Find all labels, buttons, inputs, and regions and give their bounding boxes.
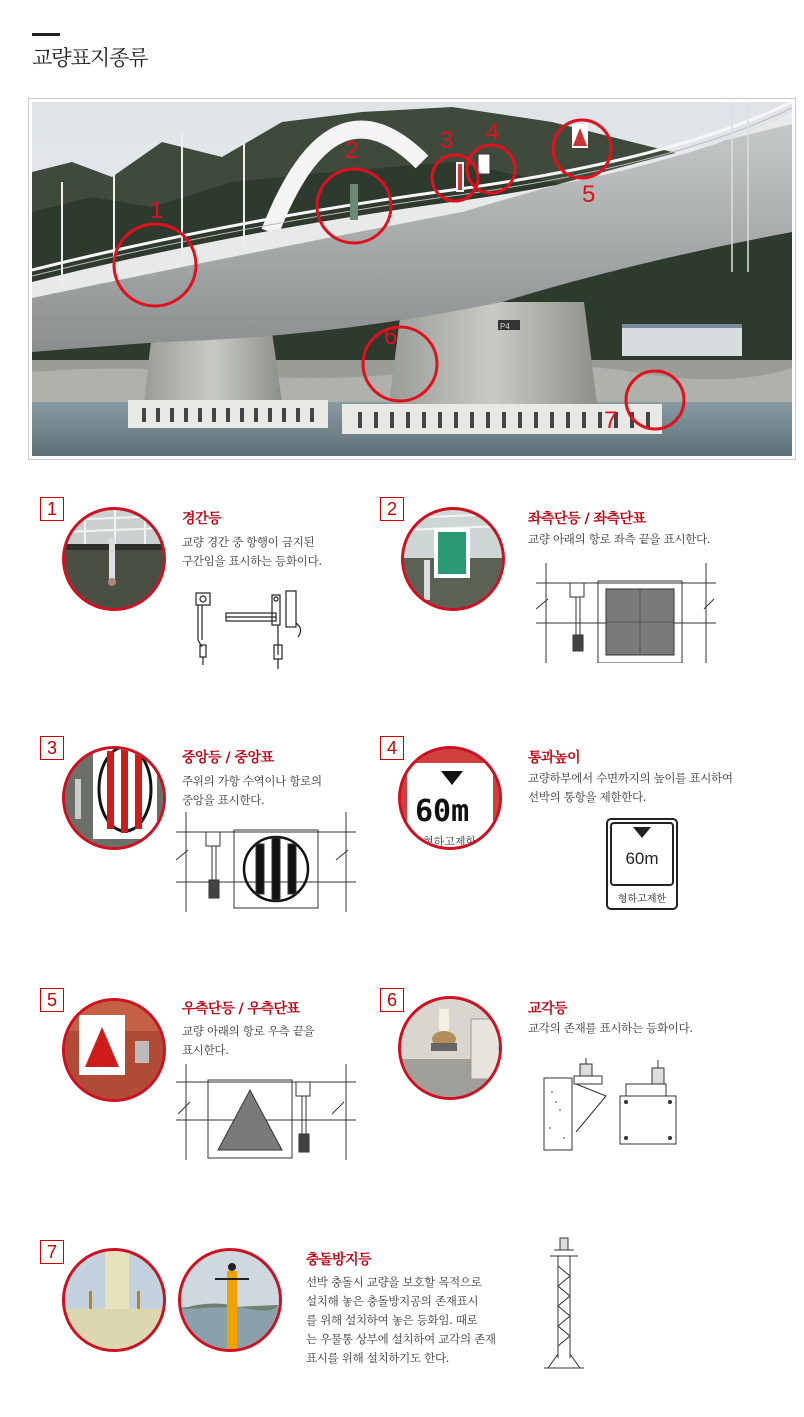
- item-number: 1: [40, 497, 64, 521]
- span-light-photo: [62, 507, 166, 611]
- left-end-light-drawing: [536, 563, 716, 667]
- right-end-light-photo: [62, 998, 166, 1102]
- pier-light-drawing: [536, 1058, 682, 1156]
- item-number: 6: [380, 988, 404, 1012]
- left-end-light-photo: [401, 507, 505, 611]
- collision-light-photo-a: [62, 1248, 166, 1352]
- item-description: 교량하부에서 수면까지의 높이를 표시하여 선박의 통항을 제한한다.: [528, 771, 733, 804]
- item-number: 5: [40, 988, 64, 1012]
- svg-text:60m: 60m: [415, 794, 470, 829]
- collision-light-drawing: [540, 1236, 588, 1378]
- item-title: 충돌방지등: [306, 1252, 372, 1268]
- item-title: 교각등: [528, 1001, 568, 1017]
- item-title: 중앙등 / 중앙표: [182, 750, 274, 766]
- item-title: 우측단등 / 우측단표: [182, 1001, 300, 1017]
- page-title: 교량표지종류: [32, 46, 148, 70]
- item-description: 교각의 존재를 표시하는 등화이다.: [528, 1021, 693, 1035]
- marker-5: 5: [582, 181, 596, 208]
- right-end-light-drawing: [176, 1064, 356, 1164]
- svg-text:형하고제한: 형하고제한: [423, 835, 477, 847]
- collision-light-photo-b: [178, 1248, 282, 1352]
- marker-6: 6: [384, 323, 398, 350]
- marker-3: 3: [440, 127, 454, 154]
- item-description: 교량 경간 중 항행이 금지된 구간임을 표시하는 등화이다.: [182, 535, 322, 568]
- center-light-drawing: [176, 812, 356, 916]
- marker-4: 4: [486, 119, 500, 146]
- item-description: 주위의 가항 수역이나 항로의 중앙을 표시한다.: [182, 774, 322, 807]
- span-light-drawing: [186, 585, 311, 674]
- item-number: 3: [40, 736, 64, 760]
- pier-label: P4: [500, 322, 510, 331]
- item-number: 7: [40, 1240, 64, 1264]
- item-number: 2: [380, 497, 404, 521]
- item-title: 경간등: [182, 511, 222, 527]
- marker-2: 2: [345, 137, 359, 164]
- title-accent-bar: [32, 33, 60, 36]
- center-light-photo: [62, 746, 166, 850]
- item-description: 교량 아래의 항로 좌측 끝을 표시한다.: [528, 532, 711, 546]
- clearance-sign-photo: [398, 746, 502, 850]
- clearance-sign-drawing: [606, 818, 678, 914]
- item-description: 교량 아래의 항로 우측 끝을 표시한다.: [182, 1024, 315, 1057]
- marker-7: 7: [604, 407, 618, 434]
- item-title: 좌측단등 / 좌측단표: [528, 511, 646, 527]
- pier-light-photo: [398, 996, 502, 1100]
- item-description: 선박 충돌시 교량을 보호할 목적으로 설치해 놓은 충돌방지공의 존재표시 를 위해 설치하여 놓은 등화임. 때로 는 우물통 상부에 설치하여 교각의 존재 표시를 위해 설치하기도 한다.: [306, 1275, 496, 1365]
- clearance-caption: 형하고제한: [617, 894, 667, 905]
- clearance-value: 60m: [625, 849, 659, 868]
- item-title: 통과높이: [528, 750, 581, 766]
- item-number: 4: [380, 736, 404, 760]
- bridge-photo: [28, 98, 796, 460]
- marker-1: 1: [150, 197, 164, 224]
